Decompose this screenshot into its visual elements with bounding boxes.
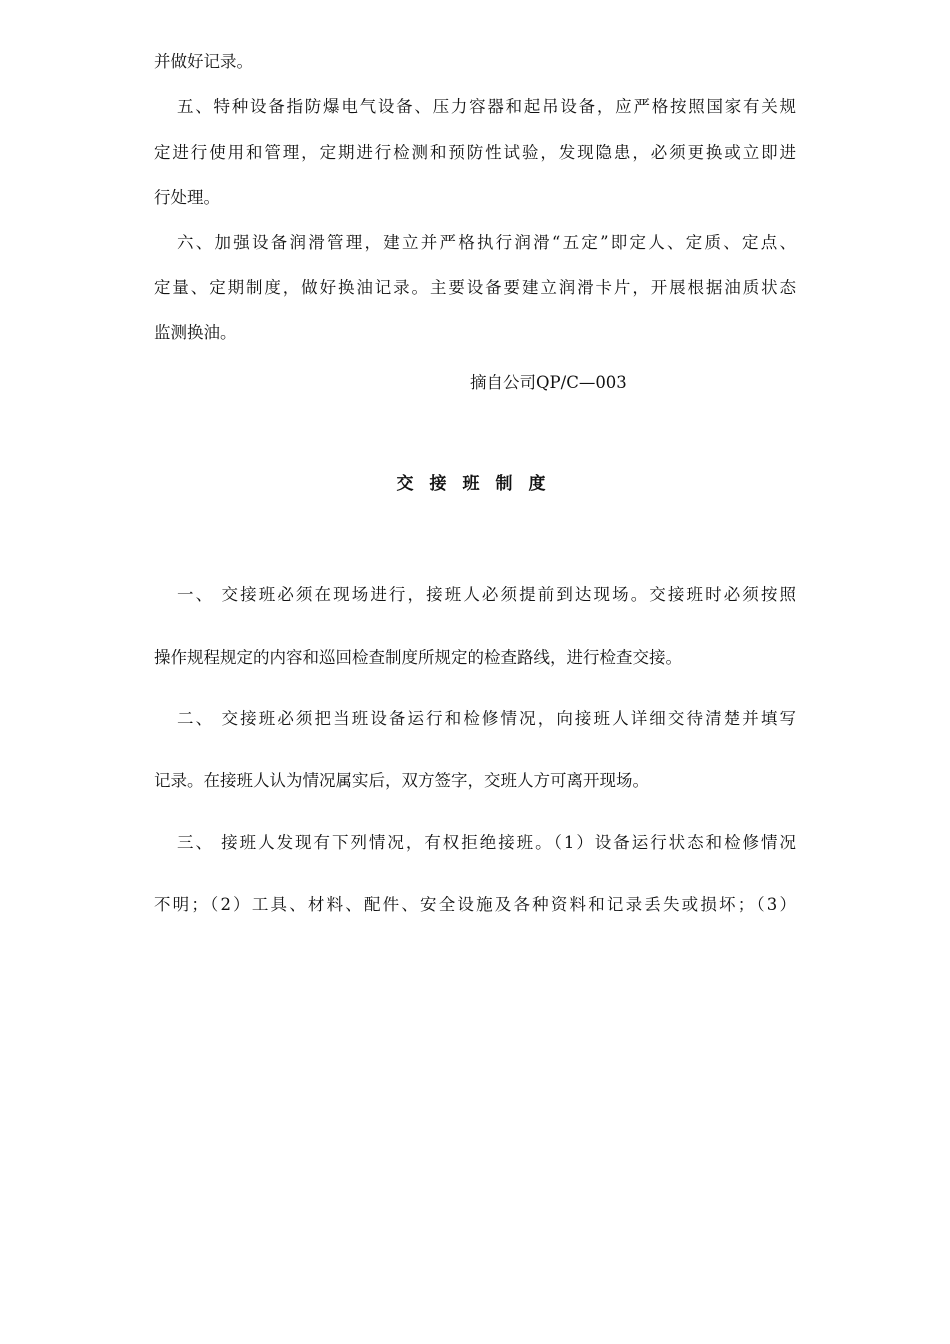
item5-line3: 行处理。 xyxy=(154,188,220,207)
section-title: 交接班制度 xyxy=(396,474,562,494)
item5-line1: 五、特种设备指防爆电气设备、压力容器和起吊设备，应严格按照国家有关规 xyxy=(177,97,796,116)
source-citation: 摘自公司QP/C—003 xyxy=(470,373,627,392)
handover-item1-line2: 操作规程规定的内容和巡回检查制度所规定的检查路线，进行检查交接。 xyxy=(154,648,682,667)
item5-tail-text: 并做好记录。 xyxy=(154,52,253,71)
handover-item3-line2: 不明；（2）工具、材料、配件、安全设施及各种资料和记录丢失或损坏；（3） xyxy=(154,895,796,914)
item6-line2: 定量、定期制度，做好换油记录。主要设备要建立润滑卡片，开展根据油质状态 xyxy=(154,278,796,297)
handover-item2-line2: 记录。在接班人认为情况属实后，双方签字，交班人方可离开现场。 xyxy=(154,771,649,790)
handover-item3-line1: 三、 接班人发现有下列情况，有权拒绝接班。（1）设备运行状态和检修情况 xyxy=(177,833,796,852)
item6-line1: 六、加强设备润滑管理，建立并严格执行润滑“五定”即定人、定质、定点、 xyxy=(177,233,796,252)
item5-line2: 定进行使用和管理，定期进行检测和预防性试验，发现隐患，必须更换或立即进 xyxy=(154,143,796,162)
handover-item2-line1: 二、 交接班必须把当班设备运行和检修情况，向接班人详细交待清楚并填写 xyxy=(177,709,796,728)
handover-item1-line1: 一、 交接班必须在现场进行，接班人必须提前到达现场。交接班时必须按照 xyxy=(177,585,796,604)
item6-line3: 监测换油。 xyxy=(154,323,237,342)
